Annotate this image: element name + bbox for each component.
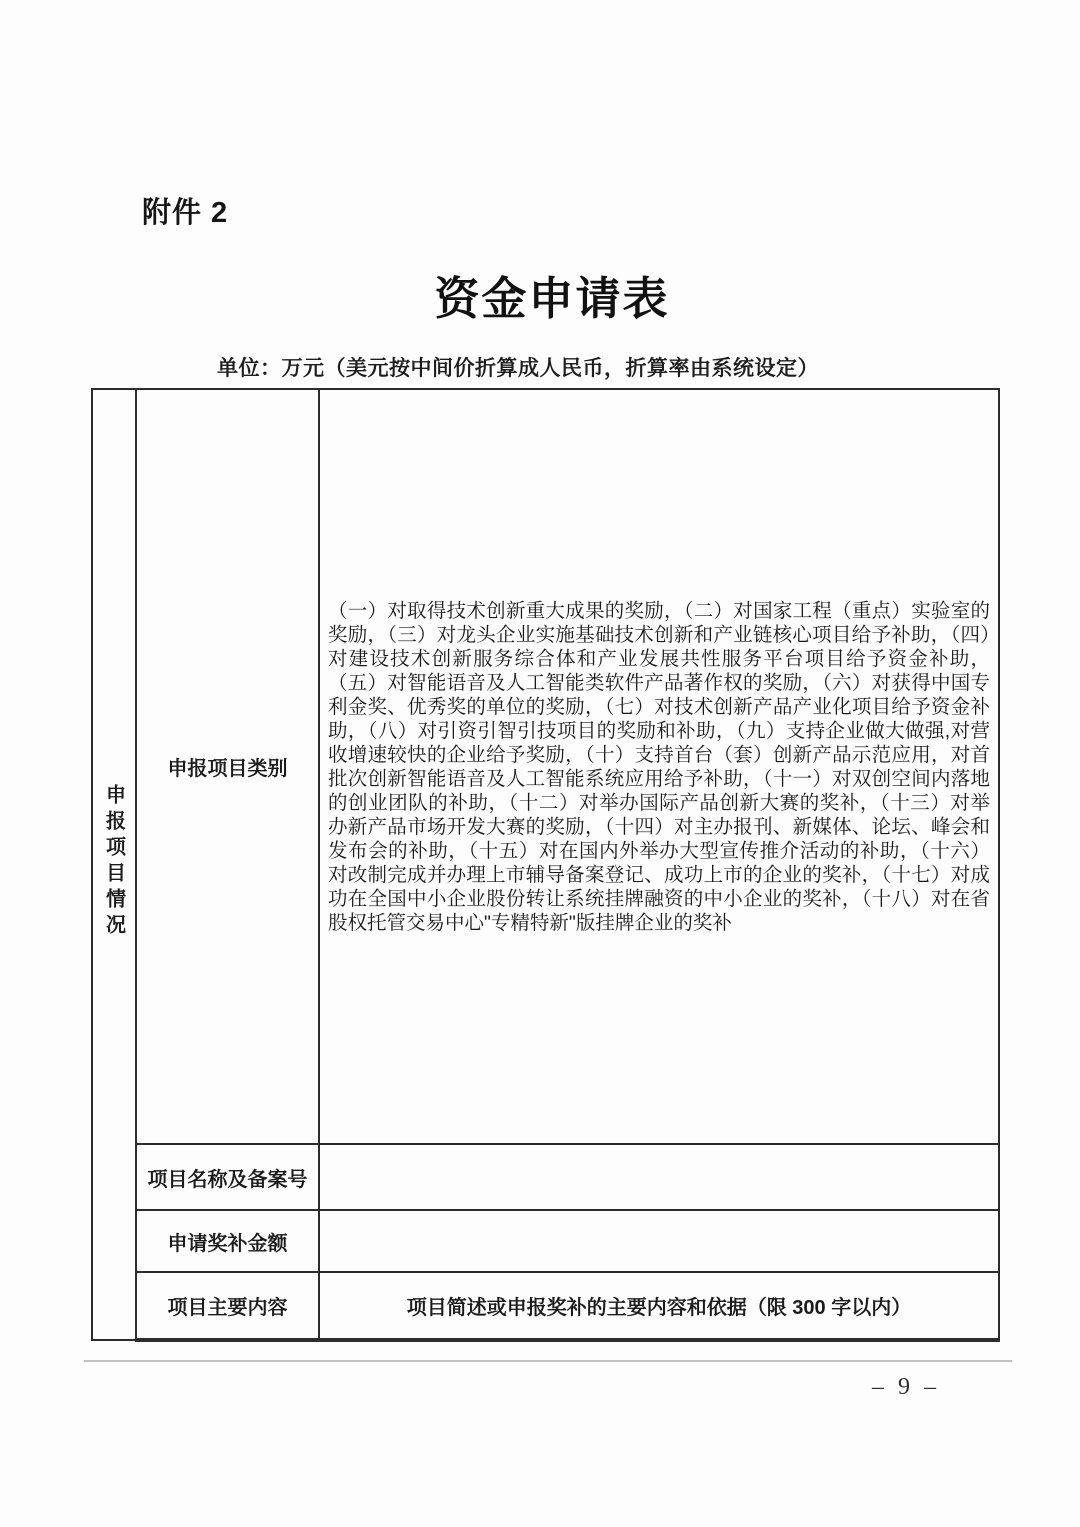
page-number: – 9 – <box>872 1374 936 1400</box>
project-category-content: （一）对取得技术创新重大成果的奖励，（二）对国家工程（重点）实验室的奖励，（三）对龙头企业实施基础技术创新和产业链核心项目给予补助，（四）对建设技术创新服务综合体和产业发展共性服务平台项目给予资金补助，（五）对智能语音及人工智能类软件产品著作权的奖励，（六）对获得中国专利金奖、优秀奖的单位的奖励，（七）对技术创新产品产业化项目给予资金补助，（八）对引资引智引技项目的奖励和补助，（九）支持企业做大做强,对营收增速较快的企业给予奖励，（十）支持首台（套）创新产品示范应用，对首批次创新智能语音及人工智能系统应用给予补助，（十一）对双创空间内落地的创业团队的补助，（十二）对举办国际产品创新大赛的奖补，（十三）对举办新产品市场开发大赛的奖励，（十四）对主办报刊、新媒体、论坛、峰会和发布会的补助，（十五）对在国内外举办大型宣传推介活动的补助，（十六）对改制完成并办理上市辅导备案登记、成功上市的企业的奖补，（十七）对成功在全国中小企业股份转让系统挂牌融资的中小企业的奖补，（十八）对在省股权托管交易中心"专精特新"版挂牌企业的奖补 <box>319 389 999 1144</box>
project-name-cell <box>319 1144 999 1210</box>
table-row <box>92 1272 999 1340</box>
application-table <box>91 388 1000 1342</box>
row-label-project-name: 项目名称及备案号 <box>136 1144 319 1210</box>
subsidy-amount-cell <box>319 1210 999 1272</box>
table-row <box>92 1144 999 1210</box>
attachment-label: 附件 2 <box>142 197 229 229</box>
row-label-subsidy-amount: 申请奖补金额 <box>136 1210 319 1272</box>
group-label: 申报项目情况 <box>102 784 125 940</box>
table-row <box>92 389 999 1144</box>
unit-note: 单位：万元（美元按中间价折算成人民币，折算率由系统设定） <box>217 357 819 380</box>
row-label-project-category: 申报项目类别 <box>136 389 319 1144</box>
table-row <box>92 1210 999 1272</box>
project-main-content-cell: 项目简述或申报奖补的主要内容和依据（限 300 字以内） <box>319 1272 999 1340</box>
row-label-project-main-content: 项目主要内容 <box>136 1272 319 1340</box>
table-bottom-shadow <box>84 1360 1012 1362</box>
group-cell-application-project-info <box>92 389 136 1340</box>
page-title: 资金申请表 <box>434 274 670 324</box>
